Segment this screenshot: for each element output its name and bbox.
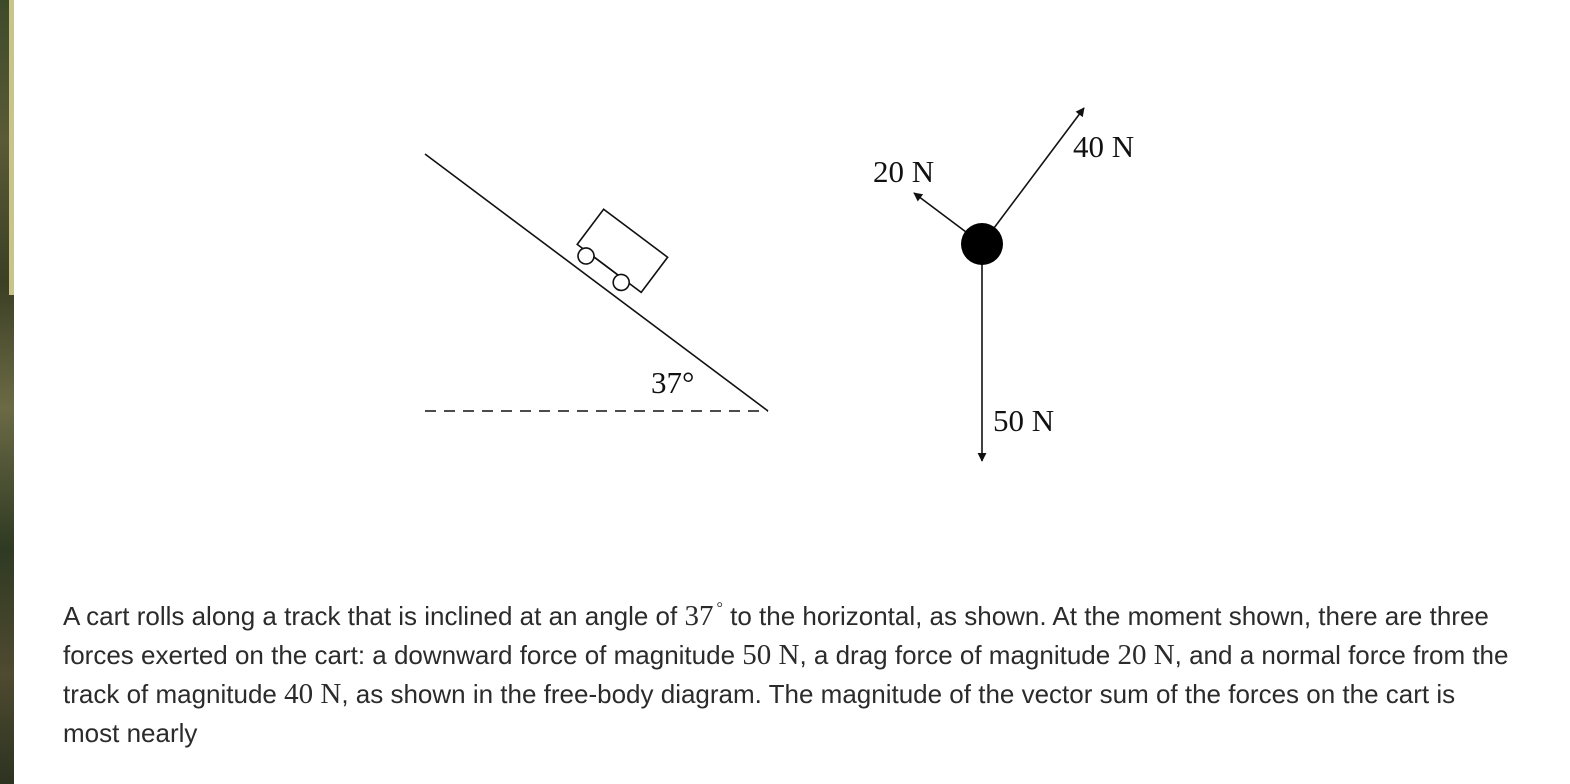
question-part-2: to the horizontal, as shown. At the moment shown, there are three forces exerted on the cart: a downward force of magnitude (63, 601, 1489, 670)
incline-track (425, 154, 768, 411)
cart (570, 209, 668, 302)
question-part-4: , and a normal force from the track of magnitude (63, 640, 1509, 709)
math-degree-symbol: ° (716, 600, 723, 617)
math-force-40n: 40 N (284, 678, 342, 710)
force-label-40n: 40 N (1073, 129, 1135, 164)
force-arrow-40n (982, 108, 1084, 244)
force-label-50n: 50 N (993, 403, 1055, 438)
math-force-20n: 20 N (1117, 639, 1175, 671)
force-label-20n: 20 N (873, 154, 935, 189)
question-part-5: , as shown in the free-body diagram. The magnitude of the vector sum of the forces on the cart is most nearly (63, 679, 1456, 748)
incline-angle-label: 37° (651, 365, 695, 400)
question-part-1: A cart rolls along a track that is inclined at an angle of (63, 601, 685, 631)
incline-diagram (425, 154, 768, 411)
math-force-50n: 50 N (742, 639, 800, 671)
math-angle: 37 (684, 600, 714, 632)
free-body-diagram (873, 108, 1134, 461)
question-text (63, 589, 1513, 753)
question-part-3: , a drag force of magnitude (799, 640, 1118, 670)
cart-point-mass (961, 223, 1003, 265)
